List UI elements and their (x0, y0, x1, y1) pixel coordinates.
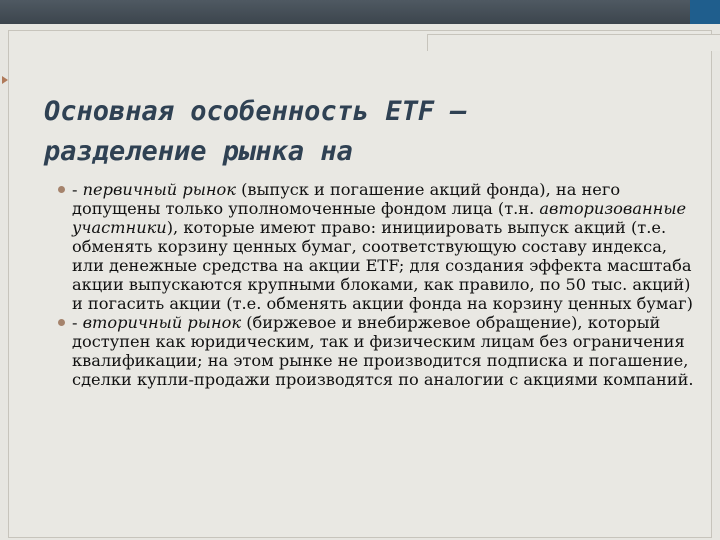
slide-title-line-2: разделение рынка на (44, 136, 353, 167)
bullet-list (58, 180, 698, 389)
bullet-text: (выпуск и погашение акций фонда), на него допущены только уполномоченные фондом лица (т.н. (72, 180, 621, 218)
term-authorized-participants: авторизованные участники (72, 199, 687, 237)
top-bar-accent (690, 0, 720, 24)
top-bar (0, 0, 720, 24)
term-primary-market: первичный рынок (82, 180, 236, 199)
bullet-lead: - (72, 180, 83, 199)
bullet-text: (биржевое и внебиржевое обращение), который доступен как юридическим, так и физическим лицам без ограничения квалификации; на этом рынке не производится подписка и погашение, сделки купли-продажи производятся по аналогии с акциями компаний. (72, 313, 694, 389)
bullet-dot-icon (58, 319, 65, 326)
bullet-item-primary-market (58, 180, 698, 313)
bullet-item-secondary-market (58, 313, 698, 389)
slide-title-line-1: Основная особенность ETF – (44, 96, 467, 127)
bullet-text-continued: ), которые имеют право: инициировать выпуск акций (т.е. обменять корзину ценных бумаг, соответствующую составу индекса, или денежные средства на акции ETF; для создания эффекта масштаба акции выпускаются крупными блоками, как правило, по 50 тыс. акций) и погасить акции (т.е. обменять акции фонда на корзину ценных бумаг) (72, 218, 693, 313)
title-tab (427, 34, 720, 51)
term-secondary-market: вторичный рынок (82, 313, 242, 332)
bullet-dot-icon (58, 186, 65, 193)
bullet-lead: - (72, 313, 83, 332)
slide-title (44, 92, 664, 172)
title-arrow-icon (2, 76, 8, 84)
